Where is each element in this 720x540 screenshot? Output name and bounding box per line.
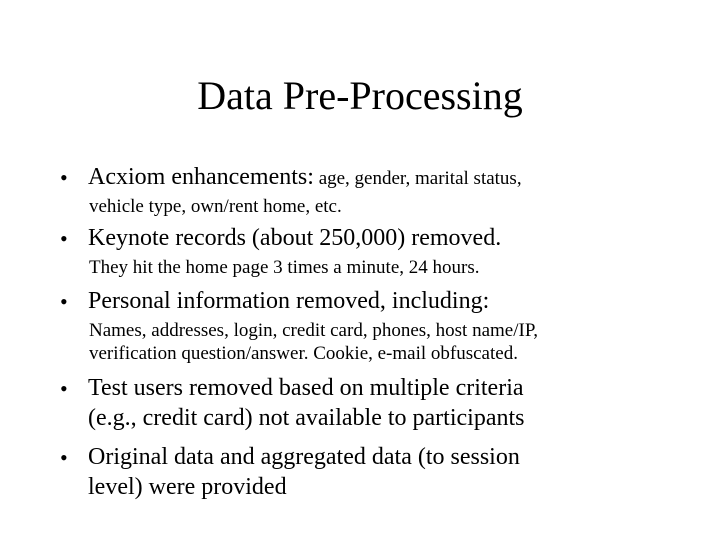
bullet-marker: • — [60, 289, 68, 314]
bullet-main-text: Personal information removed, including: — [88, 288, 490, 314]
bullet-sub-line: vehicle type, own/rent home, etc. — [89, 196, 342, 217]
bullet-sub-line: verification question/answer. Cookie, e-mail obfuscated. — [89, 343, 518, 364]
bullet-main-text: Keynote records (about 250,000) removed. — [88, 225, 502, 251]
bullet-marker: • — [60, 376, 68, 401]
bullet-marker: • — [60, 165, 68, 190]
bullet-main-text — [88, 163, 698, 193]
bullet-main-line: level) were provided — [88, 474, 287, 500]
bullet-main-line: (e.g., credit card) not available to participants — [88, 405, 525, 431]
bullet-main-rest: age, gender, marital status, — [313, 168, 522, 189]
bullet-sub-line: They hit the home page 3 times a minute, 24 hours. — [89, 257, 480, 278]
bullet-marker: • — [60, 445, 68, 470]
bullet-main-lead: Acxiom enhancements: — [88, 164, 314, 190]
bullet-marker: • — [60, 226, 68, 251]
bullet-sub-line: Names, addresses, login, credit card, phones, host name/IP, — [89, 320, 539, 341]
bullet-main-line: Original data and aggregated data (to session — [88, 444, 520, 470]
slide-title: Data Pre-Processing — [197, 73, 523, 118]
bullet-main-line: Test users removed based on multiple criteria — [88, 375, 524, 401]
